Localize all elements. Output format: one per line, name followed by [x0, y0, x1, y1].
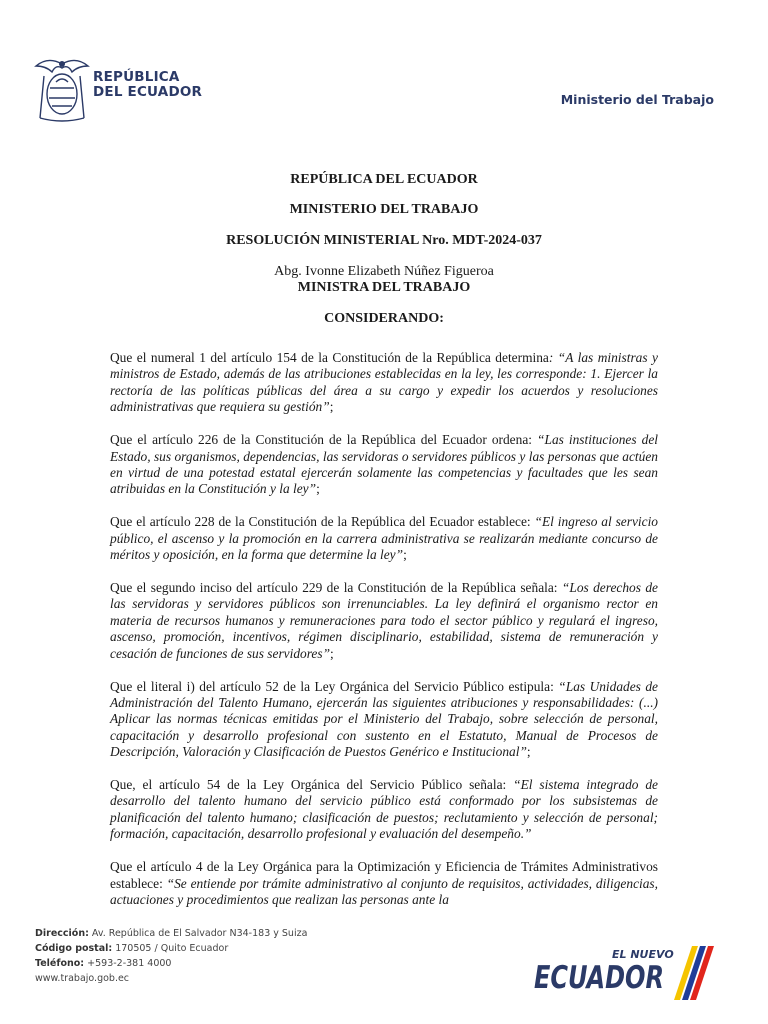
paragraph-lead: Que el artículo 228 de la Constitución de la República del Ecuador establece:	[110, 514, 535, 530]
title-resolution: RESOLUCIÓN MINISTERIAL Nro. MDT-2024-037	[226, 233, 542, 248]
paragraph-quote: “Las Unidades de Administración del Talento Humano, ejercerán las siguientes atribuciones y responsabilidades: (...) Aplicar las normas técnicas emitidas por el Ministerio del Trabajo, sobre selección de personal, capacitación y desarrollo profesional con sustento en el Estatuto, Manual de Procesos de Descripción, Valoración y Clasificación de Puestos Genérico e Institucional”	[110, 678, 659, 760]
paragraph-quote: “El ingreso al servicio público, el ascenso y la promoción en la carrera administrativa se realizarán mediante concurso de méritos y oposición, en la forma que determine la ley”	[110, 514, 658, 563]
page-header	[0, 0, 768, 130]
logo-top-text: EL NUEVO	[612, 948, 674, 961]
address-label: Dirección:	[35, 928, 89, 939]
paragraph-lead: Que el artículo 226 de la Constitución de la República del Ecuador ordena:	[110, 432, 538, 448]
page-footer	[0, 920, 768, 1024]
footer-postal	[35, 941, 307, 956]
paragraph-lead: Que el numeral 1 del artículo 154 de la Constitución de la República determina	[110, 350, 549, 365]
phone-label: Teléfono:	[35, 958, 85, 969]
el-nuevo-ecuador-logo	[532, 942, 722, 1004]
title-country: REPÚBLICA DEL ECUADOR	[290, 172, 478, 187]
paragraph	[110, 679, 658, 761]
footer-contact	[35, 926, 307, 986]
paragraph-tail: ;	[316, 481, 320, 497]
signer-name: Abg. Ivonne Elizabeth Núñez Figueroa	[274, 264, 494, 279]
brand-line2: DEL ECUADOR	[93, 84, 203, 100]
postal-value: 170505 / Quito Ecuador	[112, 943, 229, 954]
signer-role: MINISTRA DEL TRABAJO	[297, 280, 471, 295]
brand-line1: REPÚBLICA	[93, 69, 180, 85]
paragraph-lead: Que, el artículo 54 de la Ley Orgánica del Servicio Público señala:	[110, 777, 514, 793]
paragraph-tail: ;	[329, 399, 334, 415]
paragraph	[110, 859, 658, 908]
paragraph-lead: Que el segundo inciso del artículo 229 de la Constitución de la República señala:	[110, 579, 562, 595]
republic-brand	[93, 70, 202, 100]
paragraph-quote: “El sistema integrado de desarrollo del talento humano del servicio público está conformado por los subsistemas de planificación del talento humano; clasificación de puestos; reclutamiento y selección de personal; formación, capacitación, desarrollo profesional y evaluación del desempeño.”	[110, 777, 658, 842]
paragraph-quote: “Se entiende por trámite administrativo al conjunto de requisitos, actividades, diligencias, actuaciones y procedimientos que realizan las personas ante la	[110, 875, 658, 907]
logo-main-text: ECUADOR	[534, 960, 664, 996]
address-value: Av. República de El Salvador N34-183 y Suiza	[88, 928, 308, 939]
paragraph-tail: ;	[526, 744, 531, 760]
footer-web-link[interactable]: www.trabajo.gob.ec	[35, 973, 130, 984]
paragraph	[110, 514, 658, 563]
footer-phone	[35, 956, 307, 971]
paragraph-tail: ;	[403, 547, 407, 563]
paragraph	[110, 580, 658, 662]
footer-address	[35, 926, 307, 941]
title-ministry: MINISTERIO DEL TRABAJO	[289, 202, 479, 217]
document-body	[110, 350, 658, 925]
paragraph-lead: Que el literal i) del artículo 52 de la Ley Orgánica del Servicio Público estipula:	[110, 678, 559, 694]
paragraph	[110, 777, 658, 843]
paragraph-quote: “Los derechos de las servidoras y servidores públicos son irrenunciables. La ley definirá el organismo rector en materia de recursos humanos y remuneraciones para todo el sector público y regulará el ingreso, ascenso, promoción, incentivos, régimen disciplinario, estabilidad, sistema de remuneración y cesación de funciones de sus servidores”	[110, 579, 658, 661]
phone-value: +593-2-381 4000	[84, 958, 172, 969]
coat-of-arms-icon	[32, 52, 92, 122]
postal-label: Código postal:	[35, 943, 113, 954]
paragraph-quote: : “A las ministras y ministros de Estado, además de las atribuciones establecidas en la ley, les corresponde: 1. Ejercer la rectoría de las políticas públicas del área a su cargo y expedir los acuerdos y resoluciones administrativas que requiera su gestión”	[110, 350, 658, 415]
paragraph	[110, 432, 658, 498]
ministry-tag: Ministerio del Trabajo	[560, 92, 714, 107]
paragraph-lead: Que el artículo 4 de la Ley Orgánica para la Optimización y Eficiencia de Trámites Administrativos establece:	[110, 859, 658, 891]
paragraph-tail: ;	[330, 645, 334, 661]
considering-heading: CONSIDERANDO:	[324, 311, 444, 326]
paragraph	[110, 350, 658, 416]
paragraph-quote: “Las instituciones del Estado, sus organismos, dependencias, las servidoras o servidores públicos y las personas que actúen en virtud de una potestad estatal ejercerán solamente las competencias y facultades que les sean atribuidas en la Constitución y la ley”	[110, 432, 658, 497]
